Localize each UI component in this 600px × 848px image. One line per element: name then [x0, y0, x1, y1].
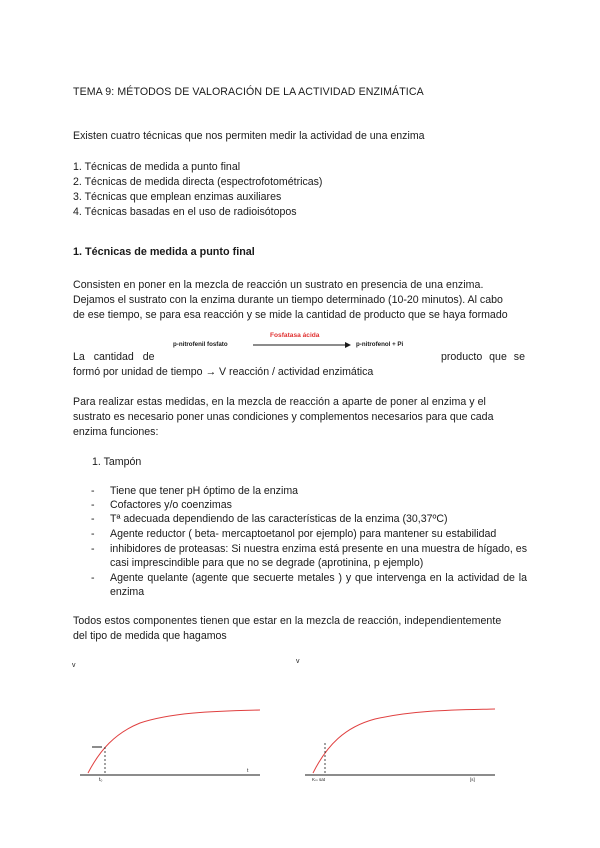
para2-line-3: enzima funciones:: [73, 426, 159, 438]
bullet-text: Tiene que tener pH óptimo de la enzima: [110, 485, 299, 497]
reaction-substrate: p-nitrofenil fosfato: [173, 341, 228, 348]
reaction-product: p-nitrofenol + Pi: [356, 341, 404, 348]
right-graph-v-mark: v: [296, 658, 300, 665]
bullet-text: inhibidores de proteasas: Si nuestra enzima está presente en una muestra de hígado, es casi imprescindible para que no se degrade (aprotinina, p ejemplo): [110, 543, 527, 569]
list-item: [91, 571, 531, 599]
right-saturation-graph: [305, 705, 505, 785]
list-item: [91, 527, 531, 541]
numbered-item-tampon: 1. Tampón: [92, 456, 142, 468]
list-item: [91, 542, 531, 570]
reaction-suffix: producto que se: [441, 351, 525, 363]
list-item: [91, 484, 531, 498]
right-graph-x-tick: Kₘ sat: [312, 777, 326, 782]
bullet-dash: -: [91, 543, 95, 555]
bullet-dash: -: [91, 572, 95, 584]
left-graph-v-mark: v: [72, 662, 76, 669]
bullet-dash: -: [91, 513, 95, 525]
para1-line-3: de ese tiempo, se para esa reacción y se mide la cantidad de producto que se haya formado: [73, 309, 508, 321]
left-graph-x-tick: t₀: [99, 777, 103, 783]
reaction-line-2: formó por unidad de tiempo → V reacción / actividad enzimática: [73, 366, 374, 378]
para3-line-2: del tipo de medida que hagamos: [73, 630, 227, 642]
left-saturation-graph: [80, 705, 270, 785]
technique-item-4: 4. Técnicas basadas en el uso de radioisótopos: [73, 206, 297, 218]
para2-line-1: Para realizar estas medidas, en la mezcla de reacción a aparte de poner al enzima y el: [73, 396, 486, 408]
reaction-prefix: La cantidad de: [73, 351, 155, 363]
left-graph-x-end: t: [247, 768, 249, 774]
right-graph-x-end: [s]: [470, 777, 475, 782]
bullet-text: Agente reductor ( beta- mercaptoetanol por ejemplo) para mantener su estabilidad: [110, 528, 497, 540]
page-title: TEMA 9: MÉTODOS DE VALORACIÓN DE LA ACTIVIDAD ENZIMÁTICA: [73, 86, 424, 98]
bullet-text: Tª adecuada dependiendo de las características de la enzima (30,37ºC): [110, 513, 448, 525]
bullet-dash: -: [91, 485, 95, 497]
para2-line-2: sustrato es necesario poner unas condiciones y complementos necesarios para que cada: [73, 411, 494, 423]
technique-item-3: 3. Técnicas que emplean enzimas auxiliares: [73, 191, 282, 203]
technique-item-2: 2. Técnicas de medida directa (espectrofotométricas): [73, 176, 323, 188]
list-item: [91, 512, 531, 526]
bullet-text: Cofactores y/o coenzimas: [110, 499, 232, 511]
reaction-enzyme: Fosfatasa ácida: [270, 332, 320, 339]
para3-line-1: Todos estos componentes tienen que estar en la mezcla de reacción, independientemente: [73, 615, 502, 627]
bullet-text: Agente quelante (agente que secuerte metales ) y que intervenga en la actividad de la enzima: [110, 572, 527, 598]
para1-line-2: Dejamos el sustrato con la enzima durante un tiempo determinado (10-20 minutos). Al cabo: [73, 294, 503, 306]
bullet-dash: -: [91, 499, 95, 511]
section-heading: 1. Técnicas de medida a punto final: [73, 246, 255, 258]
intro-text: Existen cuatro técnicas que nos permiten medir la actividad de una enzima: [73, 130, 425, 142]
para1-line-1: Consisten en poner en la mezcla de reacción un sustrato en presencia de una enzima.: [73, 279, 484, 291]
technique-item-1: 1. Técnicas de medida a punto final: [73, 161, 241, 173]
reaction-arrow-icon: [253, 340, 353, 350]
list-item: [91, 498, 531, 512]
bullet-dash: -: [91, 528, 95, 540]
